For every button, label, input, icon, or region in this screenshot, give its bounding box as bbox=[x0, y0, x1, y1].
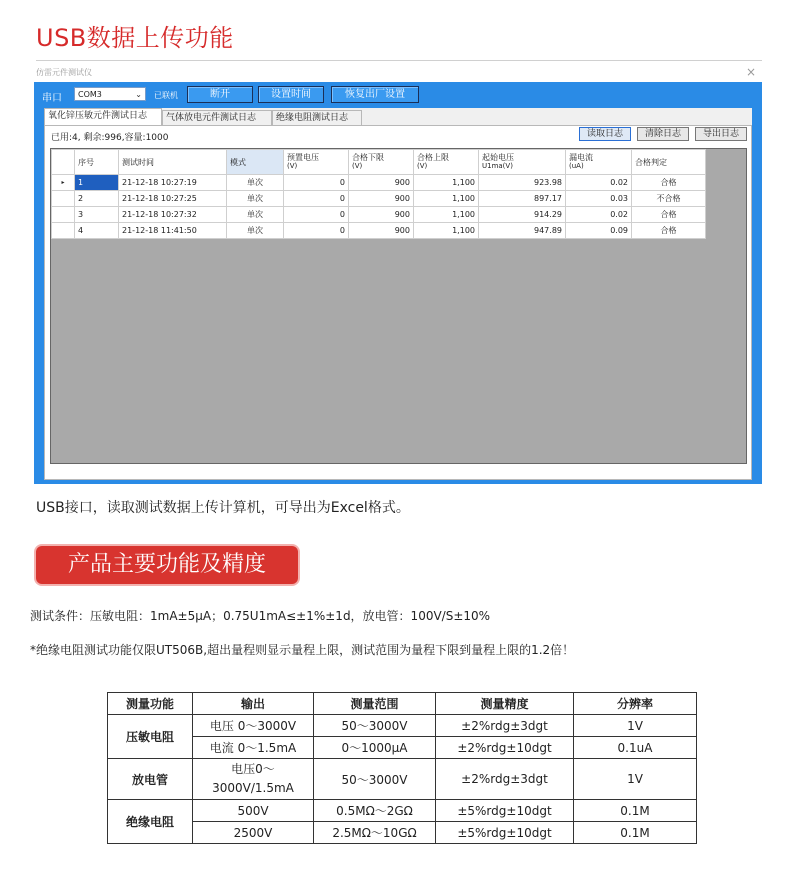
spec-function: 压敏电阻 bbox=[108, 715, 193, 759]
col-upper-limit[interactable]: 合格上限 (V) bbox=[414, 150, 479, 175]
tab-varistor-log[interactable]: 氧化锌压敏元件测试日志 bbox=[44, 108, 162, 125]
cell-index[interactable]: 1 bbox=[75, 175, 119, 191]
section-title-badge: 产品主要功能及精度 bbox=[36, 546, 298, 584]
row-header bbox=[52, 191, 75, 207]
window-body bbox=[34, 82, 762, 484]
connection-status: 已联机 bbox=[154, 91, 178, 100]
spec-row bbox=[108, 715, 697, 737]
cell-upper-limit[interactable]: 1,100 bbox=[414, 207, 479, 223]
cell-start-voltage[interactable]: 897.17 bbox=[479, 191, 566, 207]
table-row[interactable] bbox=[52, 191, 706, 207]
cell-preset-voltage[interactable]: 0 bbox=[284, 175, 349, 191]
cell-upper-limit[interactable]: 1,100 bbox=[414, 175, 479, 191]
app-window bbox=[34, 64, 762, 484]
tab-bar bbox=[44, 108, 752, 125]
spec-output: 2500V bbox=[193, 822, 314, 844]
col-start-voltage[interactable]: 起始电压 U1ma(V) bbox=[479, 150, 566, 175]
spec-row bbox=[108, 800, 697, 822]
spec-range: 2.5MΩ～10GΩ bbox=[314, 822, 436, 844]
cell-leakage-current[interactable]: 0.03 bbox=[566, 191, 632, 207]
cell-preset-voltage[interactable]: 0 bbox=[284, 207, 349, 223]
cell-upper-limit[interactable]: 1,100 bbox=[414, 223, 479, 239]
spec-output: 电压 0～3000V bbox=[193, 715, 314, 737]
spec-row bbox=[108, 822, 697, 844]
spec-accuracy: ±2%rdg±10dgt bbox=[436, 737, 574, 759]
disconnect-button[interactable]: 断开 bbox=[187, 86, 253, 103]
toolbar bbox=[42, 86, 742, 104]
spec-resolution: 1V bbox=[574, 715, 697, 737]
tab-gas-discharge-log[interactable]: 气体放电元件测试日志 bbox=[162, 110, 272, 125]
insulation-note: *绝缘电阻测试功能仅限UT506B,超出量程则显示量程上限，测试范围为量程下限到量程上限的1.2倍！ bbox=[30, 643, 575, 657]
spec-resolution: 0.1M bbox=[574, 822, 697, 844]
cell-index[interactable]: 4 bbox=[75, 223, 119, 239]
table-row[interactable] bbox=[52, 175, 706, 191]
cell-test-time[interactable]: 21-12-18 11:41:50 bbox=[119, 223, 227, 239]
table-row[interactable] bbox=[52, 223, 706, 239]
current-row-icon: ▸ bbox=[52, 175, 75, 191]
cell-mode[interactable]: 单次 bbox=[227, 207, 284, 223]
spec-header-function: 测量功能 bbox=[108, 693, 193, 715]
close-icon[interactable]: × bbox=[745, 65, 756, 79]
col-mode[interactable]: 模式 bbox=[227, 150, 284, 175]
chevron-down-icon: ⌄ bbox=[135, 90, 142, 99]
spec-range: 0.5MΩ～2GΩ bbox=[314, 800, 436, 822]
log-grid bbox=[50, 148, 747, 464]
cell-test-time[interactable]: 21-12-18 10:27:19 bbox=[119, 175, 227, 191]
spec-accuracy: ±2%rdg±3dgt bbox=[436, 715, 574, 737]
spec-table-body bbox=[108, 715, 697, 844]
spec-table bbox=[107, 692, 697, 844]
window-title: 仿雷元件测试仪 bbox=[36, 68, 92, 77]
spec-function: 绝缘电阻 bbox=[108, 800, 193, 844]
tab-insulation-log[interactable]: 绝缘电阻测试日志 bbox=[272, 110, 362, 125]
spec-header-accuracy: 测量精度 bbox=[436, 693, 574, 715]
col-index[interactable]: 序号 bbox=[75, 150, 119, 175]
row-header bbox=[52, 223, 75, 239]
spec-output: 电压0～3000V/1.5mA bbox=[193, 759, 314, 800]
window-titlebar bbox=[34, 64, 762, 82]
storage-usage: 已用:4, 剩余:996,容量:1000 bbox=[51, 133, 169, 143]
table-row[interactable] bbox=[52, 207, 706, 223]
port-select[interactable] bbox=[74, 87, 146, 101]
read-log-button[interactable]: 读取日志 bbox=[579, 127, 631, 141]
export-log-button[interactable]: 导出日志 bbox=[695, 127, 747, 141]
col-pass-judgment[interactable]: 合格判定 bbox=[632, 150, 706, 175]
set-time-button[interactable]: 设置时间 bbox=[258, 86, 324, 103]
cell-start-voltage[interactable]: 947.89 bbox=[479, 223, 566, 239]
spec-range: 50～3000V bbox=[314, 715, 436, 737]
cell-lower-limit[interactable]: 900 bbox=[349, 223, 414, 239]
spec-resolution: 1V bbox=[574, 759, 697, 800]
cell-upper-limit[interactable]: 1,100 bbox=[414, 191, 479, 207]
cell-preset-voltage[interactable]: 0 bbox=[284, 223, 349, 239]
spec-output: 500V bbox=[193, 800, 314, 822]
col-test-time[interactable]: 测试时间 bbox=[119, 150, 227, 175]
cell-leakage-current[interactable]: 0.02 bbox=[566, 175, 632, 191]
spec-range: 0～1000μA bbox=[314, 737, 436, 759]
spec-header-row bbox=[108, 693, 697, 715]
spec-accuracy: ±5%rdg±10dgt bbox=[436, 800, 574, 822]
cell-pass-judgment[interactable]: 合格 bbox=[632, 175, 706, 191]
cell-preset-voltage[interactable]: 0 bbox=[284, 191, 349, 207]
cell-index[interactable]: 3 bbox=[75, 207, 119, 223]
spec-accuracy: ±2%rdg±3dgt bbox=[436, 759, 574, 800]
spec-resolution: 0.1M bbox=[574, 800, 697, 822]
cell-mode[interactable]: 单次 bbox=[227, 191, 284, 207]
cell-pass-judgment[interactable]: 合格 bbox=[632, 207, 706, 223]
title-divider bbox=[36, 60, 762, 61]
spec-resolution: 0.1uA bbox=[574, 737, 697, 759]
row-header bbox=[52, 207, 75, 223]
cell-index[interactable]: 2 bbox=[75, 191, 119, 207]
log-panel bbox=[44, 108, 752, 480]
spec-row bbox=[108, 759, 697, 800]
cell-test-time[interactable]: 21-12-18 10:27:25 bbox=[119, 191, 227, 207]
log-table-body bbox=[52, 175, 706, 239]
cell-lower-limit[interactable]: 900 bbox=[349, 175, 414, 191]
spec-range: 50～3000V bbox=[314, 759, 436, 800]
port-select-value: COM3 bbox=[78, 90, 102, 99]
spec-output: 电流 0～1.5mA bbox=[193, 737, 314, 759]
col-lower-limit[interactable]: 合格下限 (V) bbox=[349, 150, 414, 175]
spec-header-output: 输出 bbox=[193, 693, 314, 715]
table-header-row bbox=[52, 150, 706, 175]
cell-leakage-current[interactable]: 0.09 bbox=[566, 223, 632, 239]
port-label: 串口 bbox=[42, 93, 62, 104]
spec-function: 放电管 bbox=[108, 759, 193, 800]
col-leakage-current[interactable]: 漏电流 (uA) bbox=[566, 150, 632, 175]
spec-header-resolution: 分辨率 bbox=[574, 693, 697, 715]
cell-pass-judgment[interactable]: 合格 bbox=[632, 223, 706, 239]
row-header-corner bbox=[52, 150, 75, 175]
test-conditions: 测试条件：压敏电阻：1mA±5μA；0.75U1mA≤±1%±1d，放电管：100V/S±10% bbox=[30, 609, 491, 623]
cell-mode[interactable]: 单次 bbox=[227, 175, 284, 191]
factory-reset-button[interactable]: 恢复出厂设置 bbox=[331, 86, 419, 103]
cell-start-voltage[interactable]: 914.29 bbox=[479, 207, 566, 223]
cell-start-voltage[interactable]: 923.98 bbox=[479, 175, 566, 191]
log-table bbox=[51, 149, 706, 239]
cell-pass-judgment[interactable]: 不合格 bbox=[632, 191, 706, 207]
spec-accuracy: ±5%rdg±10dgt bbox=[436, 822, 574, 844]
screenshot-caption: USB接口，读取测试数据上传计算机，可导出为Excel格式。 bbox=[36, 500, 410, 516]
tab-content bbox=[44, 125, 752, 480]
cell-mode[interactable]: 单次 bbox=[227, 223, 284, 239]
spec-row bbox=[108, 737, 697, 759]
clear-log-button[interactable]: 清除日志 bbox=[637, 127, 689, 141]
spec-header-range: 测量范围 bbox=[314, 693, 436, 715]
cell-lower-limit[interactable]: 900 bbox=[349, 207, 414, 223]
page-title: USB数据上传功能 bbox=[36, 24, 234, 52]
cell-test-time[interactable]: 21-12-18 10:27:32 bbox=[119, 207, 227, 223]
cell-leakage-current[interactable]: 0.02 bbox=[566, 207, 632, 223]
col-preset-voltage[interactable]: 预置电压 (V) bbox=[284, 150, 349, 175]
cell-lower-limit[interactable]: 900 bbox=[349, 191, 414, 207]
